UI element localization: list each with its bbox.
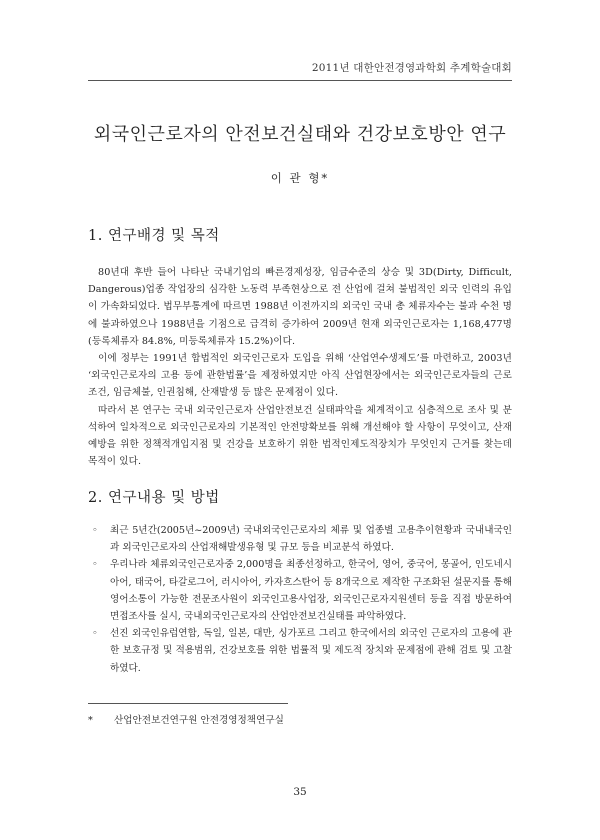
footnote-rule [88,703,288,704]
footnote-mark: * [88,715,93,726]
list-item-text: 최근 5년간(2005년~2009년) 국내외국인근로자의 체류 및 업종별 고용추이현황과 국내내국인과 외국인근로자의 산업재해발생유형 및 규모 등을 비교분석 하였다. [110,525,512,554]
bullet-icon: ◦ [92,525,98,536]
footnote [88,712,284,726]
section-background-body [88,264,512,470]
paper-title: 외국인근로자의 안전보건실태와 건강보호방안 연구 [93,124,507,145]
page-number: 35 [293,786,307,798]
methods-bullet-list [88,522,512,677]
bullet-icon: ◦ [92,628,98,640]
paragraph: 따라서 본 연구는 국내 외국인근로자 산업안전보건 실태파악을 체계적이고 심층적으로 조사 및 분석하여 일차적으로 외국인근로자의 기본적인 안전망확보를 위해 개선해야 할 사항이 무엇이고, 산재예방을 위한 정책적개입지점 및 건강을 보호하기 위한 법적인제도적장치가 무엇인지 근거를 찾는데 목적이 있다. [88,404,512,468]
footnote-text: 산업안전보건연구원 안전경영정책연구실 [114,715,284,726]
section-heading-methods: 2. 연구내용 및 방법 [88,490,220,506]
author-name: 이 관 형* [270,171,330,185]
header-rule [88,80,512,81]
list-item-text: 선진 외국인유럽연합, 독일, 일본, 대만, 싱가포르 그리고 한국에서의 외국인 근로자의 고용에 관한 보호규정 및 적용범위, 건강보호를 위한 법률적 및 제도적 장치와 문제점에 관해 검토 및 고찰하였다. [110,628,512,674]
bullet-icon: ◦ [92,559,98,571]
running-header: 2011년 대한안전경영과학회 추계학술대회 [311,62,512,74]
list-item-text: 우리나라 체류외국인근로자중 2,000명을 최종선정하고, 한국어, 영어, 중국어, 몽골어, 인도네시아어, 태국어, 타갈로그어, 러시아어, 카자흐스탄어 등 8개국으로 제작한 구조화된 설문지를 통해 영어소통이 가능한 전문조사원이 외국인고용사업장, 외국인근로자지원센터 등을 직접 방문하여 면접조사를 실시, 국내외국인근로자의 산업안전보건실태를 파악하였다. [110,559,512,623]
list-item [88,625,512,677]
list-item [88,522,512,556]
section-heading-background: 1. 연구배경 및 목적 [88,228,220,244]
paragraph: 이에 정부는 1991년 합법적인 외국인근로자 도입을 위해 ‘산업연수생제도’를 마련하고, 2003년 ‘외국인근로자의 고용 등에 관한법률’을 제정하였지만 아직 산업현장에서는 외국인근로자들의 근로조건, 임금체불, 인권침해, 산재발생 등 많은 문제점이 있다. [88,353,512,399]
list-item [88,556,512,625]
paragraph: 80년대 후반 들어 나타난 국내기업의 빠른경제성장, 임금수준의 상승 및 3D(Dirty, Difficult, Dangerous)업종 작업장의 심각한 노동력 부족현상으로 전 산업에 걸쳐 불법적인 외국 인력의 유입이 가속화되었다. 법무부통계에 따르면 1988년 이전까지의 외국인 국내 총 체류자수는 불과 수천 명에 불과하였으나 1988년을 기점으로 급격히 증가하여 2009년 현재 외국인근로자는 1,168,477명(등록체류자 84.8%, 미등록체류자 15.2%)이다. [88,267,512,347]
